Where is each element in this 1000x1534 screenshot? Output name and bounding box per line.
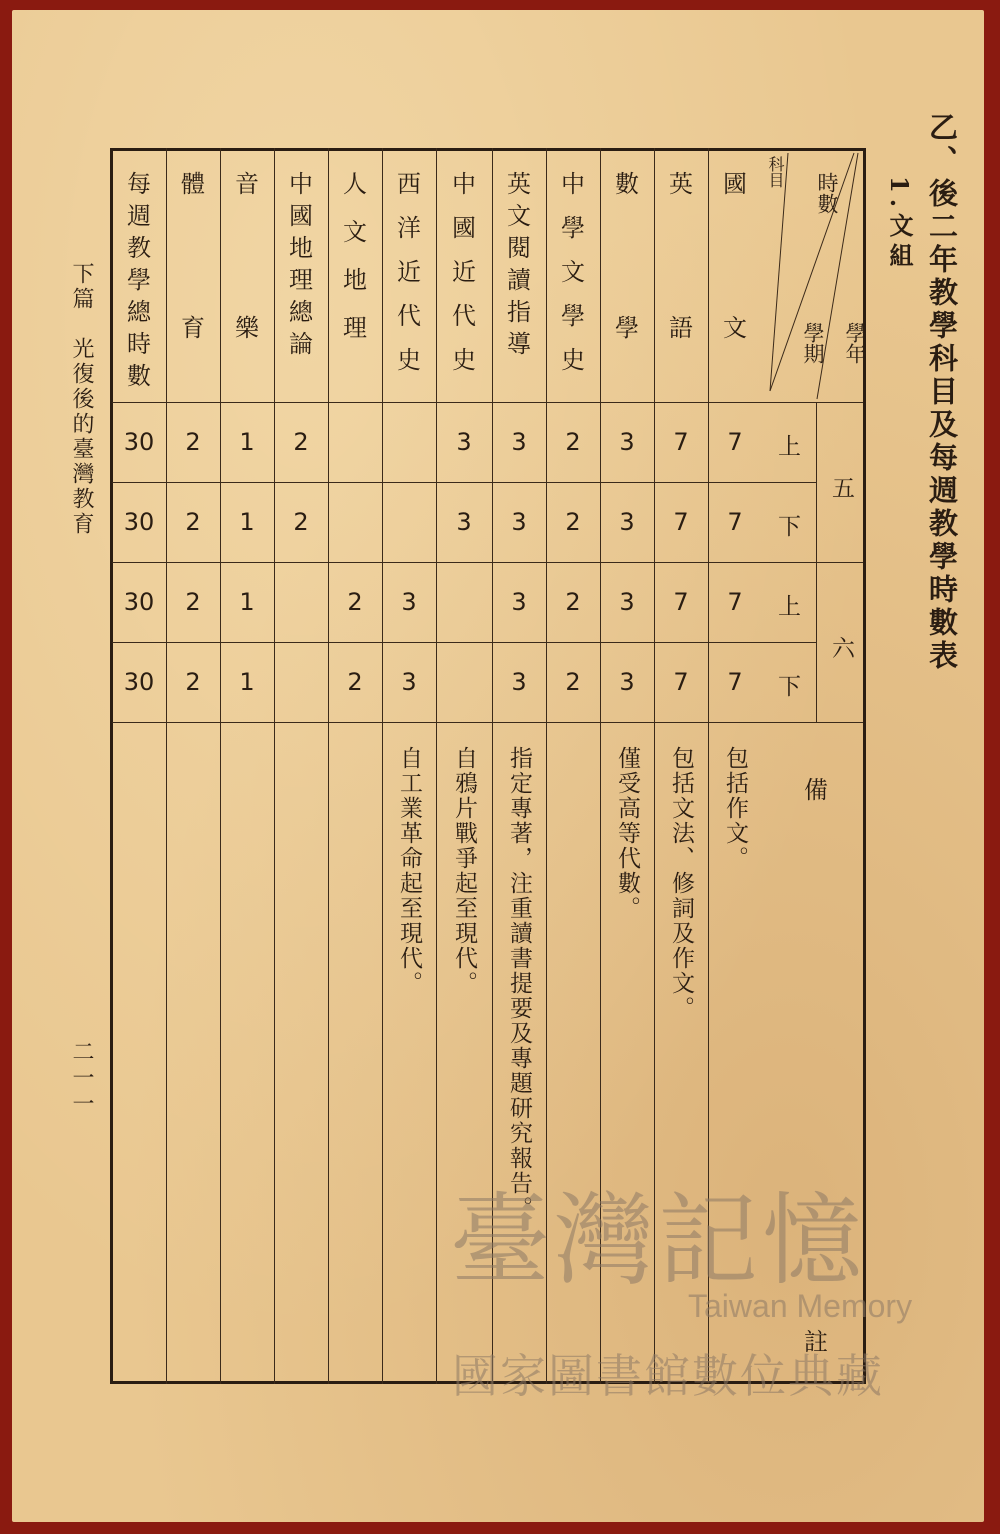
subject-char: 西	[397, 170, 421, 198]
subject-char: 體	[181, 170, 205, 198]
subject-char: 地	[289, 234, 313, 262]
hours-cell: 7	[727, 588, 743, 616]
subject-char: 史	[561, 346, 585, 374]
hours-cell: 3	[619, 508, 635, 536]
row-rule	[762, 482, 816, 483]
hours-cell: 3	[401, 588, 417, 616]
subject-char: 代	[397, 302, 421, 330]
subject-note: 指定專著，注重讀書提要及專題研究報告。	[506, 746, 532, 1221]
hours-cell: 2	[565, 668, 581, 696]
subject-char: 語	[669, 314, 693, 342]
subject-char: 學	[615, 314, 639, 342]
subject-char: 讀	[507, 266, 531, 294]
hours-cell: 3	[511, 508, 527, 536]
subject-char: 總	[127, 298, 151, 326]
header-subject: 科目	[766, 156, 785, 188]
subject-name	[492, 172, 546, 364]
subject-char: 文	[507, 202, 531, 230]
subject-name	[274, 172, 328, 364]
subject-char: 週	[127, 202, 151, 230]
hours-cell: 2	[565, 588, 581, 616]
section-heading: 1.文組	[885, 176, 914, 274]
hours-cell: 3	[619, 668, 635, 696]
subject-char: 學	[127, 266, 151, 294]
header-note-2: 註	[804, 1328, 828, 1356]
hours-cell: 3	[511, 588, 527, 616]
header-sem-5-up: 上	[778, 434, 801, 460]
subject-note: 自工業革命起至現代。	[396, 746, 422, 996]
hours-cell: 7	[673, 508, 689, 536]
hours-cell: 2	[565, 508, 581, 536]
subject-char: 閱	[507, 234, 531, 262]
hours-cell: 2	[185, 428, 201, 456]
subject-char: 近	[452, 258, 476, 286]
subject-name	[112, 172, 166, 396]
subject-note: 僅受高等代數。	[614, 746, 640, 921]
subject-char: 中	[452, 170, 476, 198]
hours-cell: 30	[123, 508, 155, 536]
hours-cell: 7	[727, 428, 743, 456]
watermark-en: Taiwan Memory	[688, 1288, 913, 1324]
header-semester: 學期	[801, 322, 825, 364]
subject-char: 理	[343, 314, 367, 342]
header-year: 學年	[843, 322, 867, 364]
subject-note: 自鴉片戰爭起至現代。	[451, 746, 477, 996]
hours-cell: 3	[401, 668, 417, 696]
subject-char: 國	[452, 214, 476, 242]
hours-cell: 1	[239, 508, 255, 536]
row-rule	[112, 562, 863, 563]
subject-char: 論	[289, 330, 313, 358]
subject-note: 包括作文。	[722, 746, 748, 871]
subject-name	[654, 172, 708, 460]
subject-char: 指	[507, 298, 531, 326]
hours-cell: 7	[727, 668, 743, 696]
page-number: 二一一	[69, 1040, 94, 1118]
subject-char: 國	[289, 202, 313, 230]
hours-cell: 2	[347, 668, 363, 696]
hours-cell: 2	[185, 588, 201, 616]
subject-char: 英	[507, 170, 531, 198]
running-footer: 下篇 光復後的臺灣教育	[69, 262, 94, 537]
subject-name	[166, 172, 220, 460]
header-year-5: 五	[832, 476, 855, 502]
subject-name	[382, 172, 436, 392]
watermark-logo: 臺灣記憶	[450, 1182, 866, 1299]
subject-char: 導	[507, 330, 531, 358]
hours-cell: 1	[239, 668, 255, 696]
hours-cell: 3	[456, 428, 472, 456]
subject-char: 史	[452, 346, 476, 374]
hours-cell: 1	[239, 588, 255, 616]
subject-char: 教	[127, 234, 151, 262]
hours-cell: 30	[123, 428, 155, 456]
subject-name	[328, 172, 382, 364]
subject-note: 包括文法、修詞及作文。	[668, 746, 694, 1021]
subject-char: 文	[723, 314, 747, 342]
hours-cell: 3	[619, 588, 635, 616]
header-year-6: 六	[832, 636, 855, 662]
hours-cell: 1	[239, 428, 255, 456]
subject-char: 育	[181, 314, 205, 342]
subject-char: 洋	[397, 214, 421, 242]
subject-char: 近	[397, 258, 421, 286]
header-note-1: 備	[804, 776, 828, 804]
hours-cell: 7	[673, 428, 689, 456]
row-rule	[112, 482, 816, 483]
subject-name	[600, 172, 654, 460]
header-sem-6-down: 下	[778, 674, 801, 700]
subject-char: 文	[561, 258, 585, 286]
subject-char: 地	[343, 266, 367, 294]
header-sem-6-up: 上	[778, 594, 801, 620]
watermark-org: 國家圖書館數位典藏	[452, 1349, 884, 1403]
hours-cell: 7	[673, 668, 689, 696]
hours-cell: 2	[185, 508, 201, 536]
header-sem-5-down: 下	[778, 514, 801, 540]
subject-char: 代	[452, 302, 476, 330]
row-rule	[112, 722, 863, 723]
subject-char: 時	[127, 330, 151, 358]
subject-char: 國	[723, 170, 747, 198]
subject-char: 理	[289, 266, 313, 294]
hours-cell: 7	[673, 588, 689, 616]
subject-char: 人	[343, 170, 367, 198]
row-rule	[762, 642, 816, 643]
subject-name	[436, 172, 492, 392]
hours-cell: 3	[511, 428, 527, 456]
subject-char: 中	[289, 170, 313, 198]
subject-char: 樂	[235, 314, 259, 342]
subject-name	[220, 172, 274, 460]
hours-cell: 7	[727, 508, 743, 536]
hours-cell: 2	[347, 588, 363, 616]
subject-char: 總	[289, 298, 313, 326]
hours-cell: 3	[456, 508, 472, 536]
subject-name	[708, 172, 762, 460]
page-title: 乙、後二年教學科目及每週教學時數表	[925, 112, 959, 673]
subject-char: 每	[127, 170, 151, 198]
hours-cell: 3	[511, 668, 527, 696]
subject-char: 文	[343, 218, 367, 246]
subject-name	[546, 172, 600, 392]
hours-cell: 30	[123, 668, 155, 696]
subject-char: 數	[615, 170, 639, 198]
hours-cell: 2	[293, 508, 309, 536]
hours-cell: 2	[565, 428, 581, 456]
hours-cell: 3	[619, 428, 635, 456]
subject-char: 英	[669, 170, 693, 198]
header-hours: 時數	[815, 172, 839, 214]
subject-char: 學	[561, 214, 585, 242]
subject-char: 中	[561, 170, 585, 198]
hours-cell: 2	[293, 428, 309, 456]
row-rule	[112, 642, 816, 643]
subject-char: 數	[127, 362, 151, 390]
subject-char: 史	[397, 346, 421, 374]
subject-char: 音	[235, 170, 259, 198]
subject-char: 學	[561, 302, 585, 330]
hours-cell: 2	[185, 668, 201, 696]
hours-cell: 30	[123, 588, 155, 616]
